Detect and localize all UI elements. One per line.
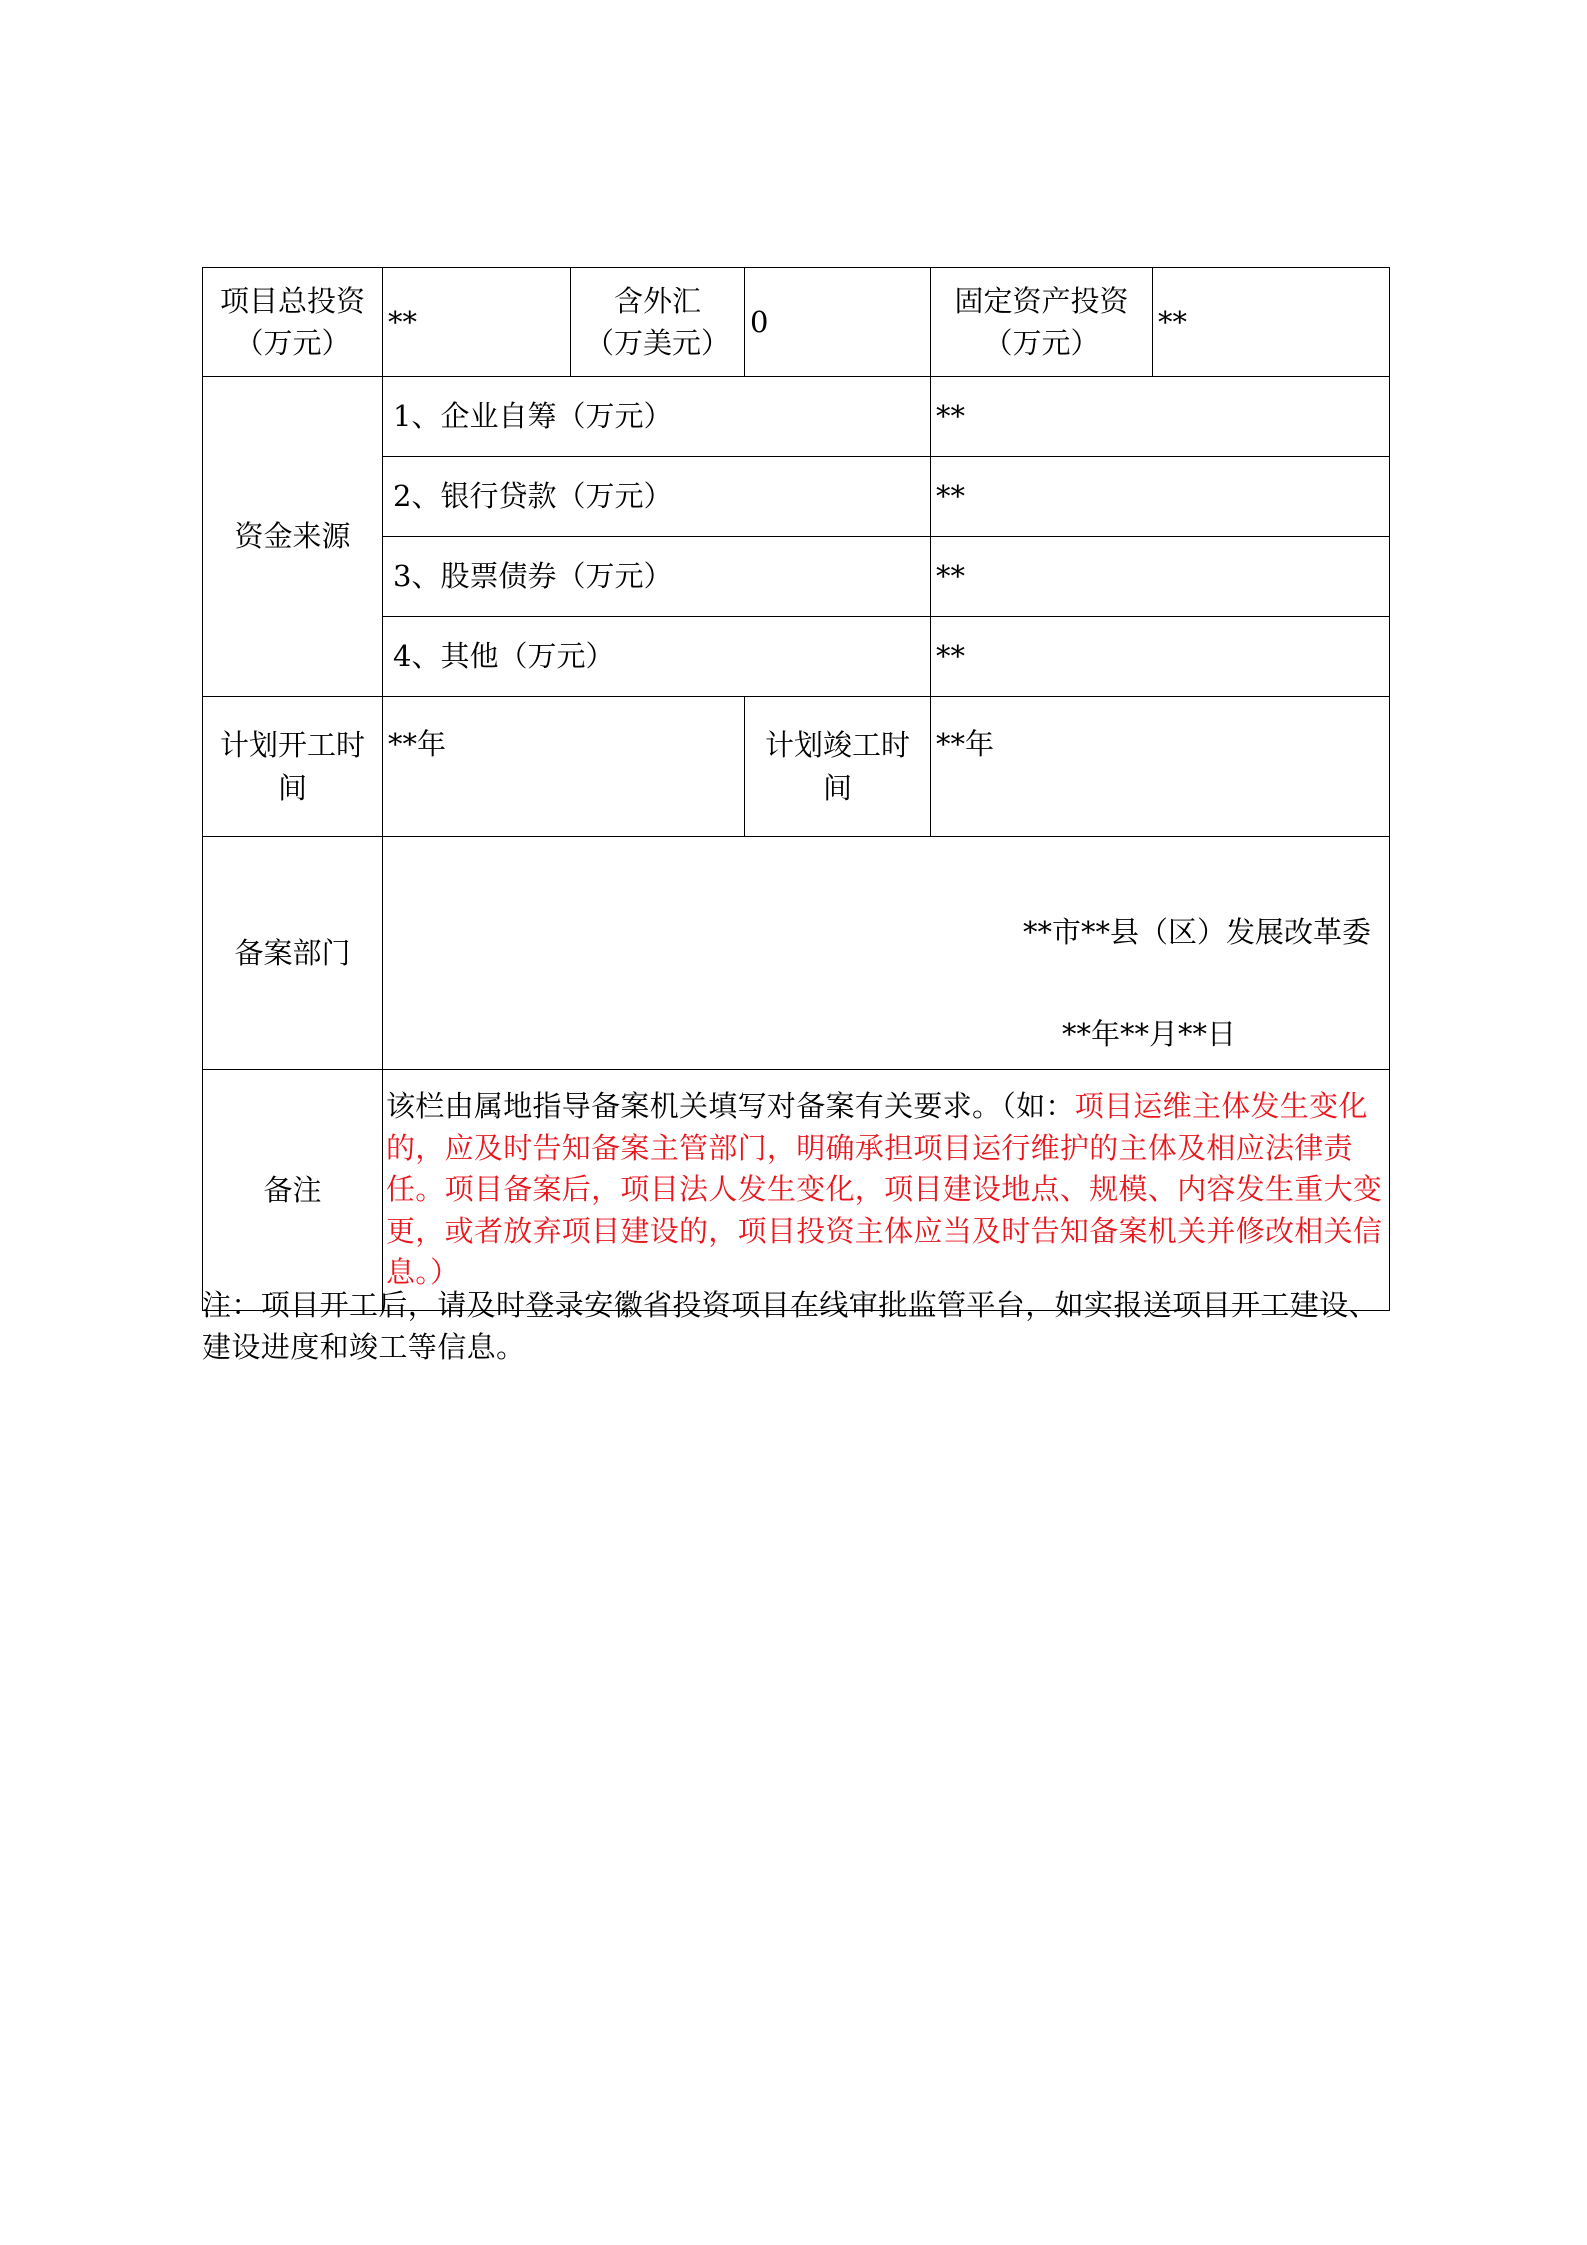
dept-row bbox=[203, 837, 1390, 1070]
remark-requirement: 项目运维主体发生变化的，应及时告知备案主管部门，明确承担项目运行维护的主体及相应法律责任。项目备案后，项目法人发生变化，项目建设地点、规模、内容发生重大变更，或者放弃项目建设的，项目投资主体应当及时告知备案机关并修改相关信息。） bbox=[386, 1089, 1383, 1290]
remark-row bbox=[203, 1070, 1390, 1311]
project-filing-table bbox=[202, 267, 1390, 1311]
foreign-exchange-value: 0 bbox=[745, 268, 931, 377]
dept-date: **年**月**日 bbox=[1062, 1017, 1237, 1051]
fund-item-value: ** bbox=[931, 537, 1390, 617]
fund-item-label: 2、银行贷款（万元） bbox=[383, 457, 931, 537]
dept-label: 备案部门 bbox=[203, 837, 383, 1070]
fund-item-value: ** bbox=[931, 377, 1390, 457]
fund-item-value: ** bbox=[931, 617, 1390, 697]
dept-cell bbox=[383, 837, 1390, 1070]
total-investment-label: 项目总投资 （万元） bbox=[203, 268, 383, 377]
fund-item-value: ** bbox=[931, 457, 1390, 537]
fixed-asset-label: 固定资产投资 （万元） bbox=[931, 268, 1153, 377]
remark-label: 备注 bbox=[203, 1070, 383, 1311]
fund-item-label: 4、其他（万元） bbox=[383, 617, 931, 697]
remark-instruction: 该栏由属地指导备案机关填写对备案有关要求。（如： bbox=[386, 1089, 1075, 1124]
remark-text bbox=[383, 1070, 1390, 1311]
dept-name: **市**县（区）发展改革委 bbox=[1023, 915, 1372, 949]
investment-row bbox=[203, 268, 1390, 377]
plan-start-label: 计划开工时 间 bbox=[203, 697, 383, 837]
fund-row bbox=[203, 377, 1390, 457]
foreign-exchange-label: 含外汇 （万美元） bbox=[571, 268, 745, 377]
plan-row bbox=[203, 697, 1390, 837]
fund-source-label: 资金来源 bbox=[203, 377, 383, 697]
fixed-asset-value: ** bbox=[1153, 268, 1390, 377]
plan-start-value: **年 bbox=[383, 697, 745, 837]
total-investment-value: ** bbox=[383, 268, 571, 377]
dept-content bbox=[383, 837, 1389, 1069]
fund-item-label: 3、股票债券（万元） bbox=[383, 537, 931, 617]
fund-item-label: 1、企业自筹（万元） bbox=[383, 377, 931, 457]
plan-end-label: 计划竣工时 间 bbox=[745, 697, 931, 837]
plan-end-value: **年 bbox=[931, 697, 1390, 837]
footnote: 注：项目开工后，请及时登录安徽省投资项目在线审批监管平台，如实报送项目开工建设、建设进度和竣工等信息。 bbox=[202, 1288, 1379, 1365]
